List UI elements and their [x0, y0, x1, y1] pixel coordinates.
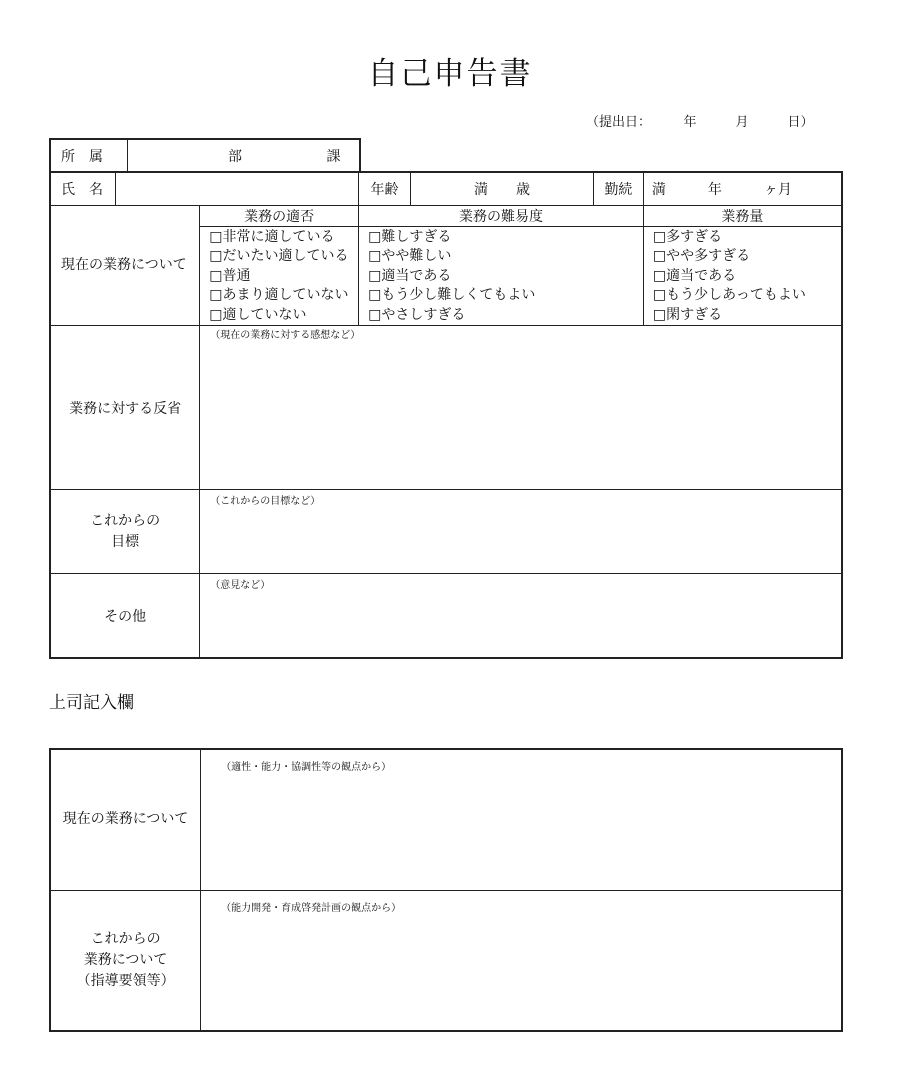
reflection-field[interactable]: [200, 326, 842, 490]
workload-header: 業務量: [643, 205, 842, 226]
difficulty-option[interactable]: □やや難しい: [368, 248, 452, 265]
supervisor-future-line3: （指導要領等）: [76, 972, 175, 989]
goals-field[interactable]: [200, 490, 842, 574]
page-title: 自己申告書: [367, 56, 533, 92]
supervisor-section-title: 上司記入欄: [49, 693, 134, 713]
supervisor-current-note: （適性・能力・協調性等の観点から）: [221, 762, 392, 773]
age-label: 年齢: [359, 172, 411, 205]
supervisor-future-label: [50, 890, 201, 1031]
supervisor-future-field[interactable]: [201, 890, 842, 1031]
other-note: （意見など）: [210, 580, 271, 592]
section-label: 課: [326, 149, 341, 165]
difficulty-option[interactable]: □やさしすぎる: [368, 306, 466, 323]
submission-date: （提出日： 年 月 日）: [586, 115, 814, 130]
reflection-label: 業務に対する反省: [50, 326, 200, 490]
other-field[interactable]: [200, 574, 842, 658]
suitability-header: 業務の適否: [200, 205, 359, 226]
difficulty-options: [359, 226, 644, 326]
supervisor-current-label: 現在の業務について: [50, 749, 201, 890]
other-label: その他: [50, 574, 200, 658]
self-report-table: [49, 171, 843, 659]
age-field[interactable]: 満 歳: [410, 172, 593, 205]
workload-option[interactable]: □やや多すぎる: [652, 248, 751, 265]
supervisor-table: [49, 748, 843, 1032]
supervisor-future-note: （能力開発・育成啓発計画の観点から）: [221, 902, 402, 914]
workload-option[interactable]: □適当である: [652, 267, 737, 284]
suitability-option[interactable]: □適していない: [209, 306, 307, 323]
workload-option[interactable]: □閑すぎる: [652, 306, 723, 323]
goals-note: （これからの目標など）: [210, 496, 321, 508]
workload-options: [643, 226, 842, 326]
goals-label-line2: 目標: [111, 533, 140, 550]
affiliation-label: 所 属: [50, 139, 128, 173]
workload-option[interactable]: □もう少しあってもよい: [652, 287, 806, 304]
affiliation-field[interactable]: [128, 139, 361, 173]
supervisor-current-field[interactable]: [201, 749, 842, 890]
difficulty-option[interactable]: □適当である: [368, 267, 452, 284]
name-label: 氏 名: [50, 172, 116, 205]
difficulty-header: 業務の難易度: [359, 205, 644, 226]
workload-option[interactable]: □多すぎる: [652, 228, 723, 245]
supervisor-future-line2: 業務について: [83, 951, 168, 968]
tenure-label: 勤続: [594, 172, 644, 205]
supervisor-future-line1: これからの: [90, 930, 161, 947]
goals-label-line1: これからの: [90, 512, 161, 529]
name-field[interactable]: [116, 172, 359, 205]
goals-label: [50, 490, 200, 574]
suitability-option[interactable]: □あまり適していない: [209, 287, 349, 304]
suitability-option[interactable]: □非常に適している: [209, 228, 335, 245]
suitability-option[interactable]: □普通: [209, 267, 251, 284]
tenure-field[interactable]: 満 年 ヶ月: [643, 172, 842, 205]
difficulty-option[interactable]: □もう少し難しくてもよい: [368, 287, 536, 304]
affiliation-table: [49, 138, 361, 173]
reflection-note: （現在の業務に対する感想など）: [210, 330, 361, 342]
suitability-options: [200, 226, 359, 326]
dept-label: 部: [228, 149, 242, 165]
difficulty-option[interactable]: □難しすぎる: [368, 228, 452, 245]
current-work-label: 現在の業務について: [50, 205, 200, 326]
suitability-option[interactable]: □だいたい適している: [209, 248, 349, 265]
